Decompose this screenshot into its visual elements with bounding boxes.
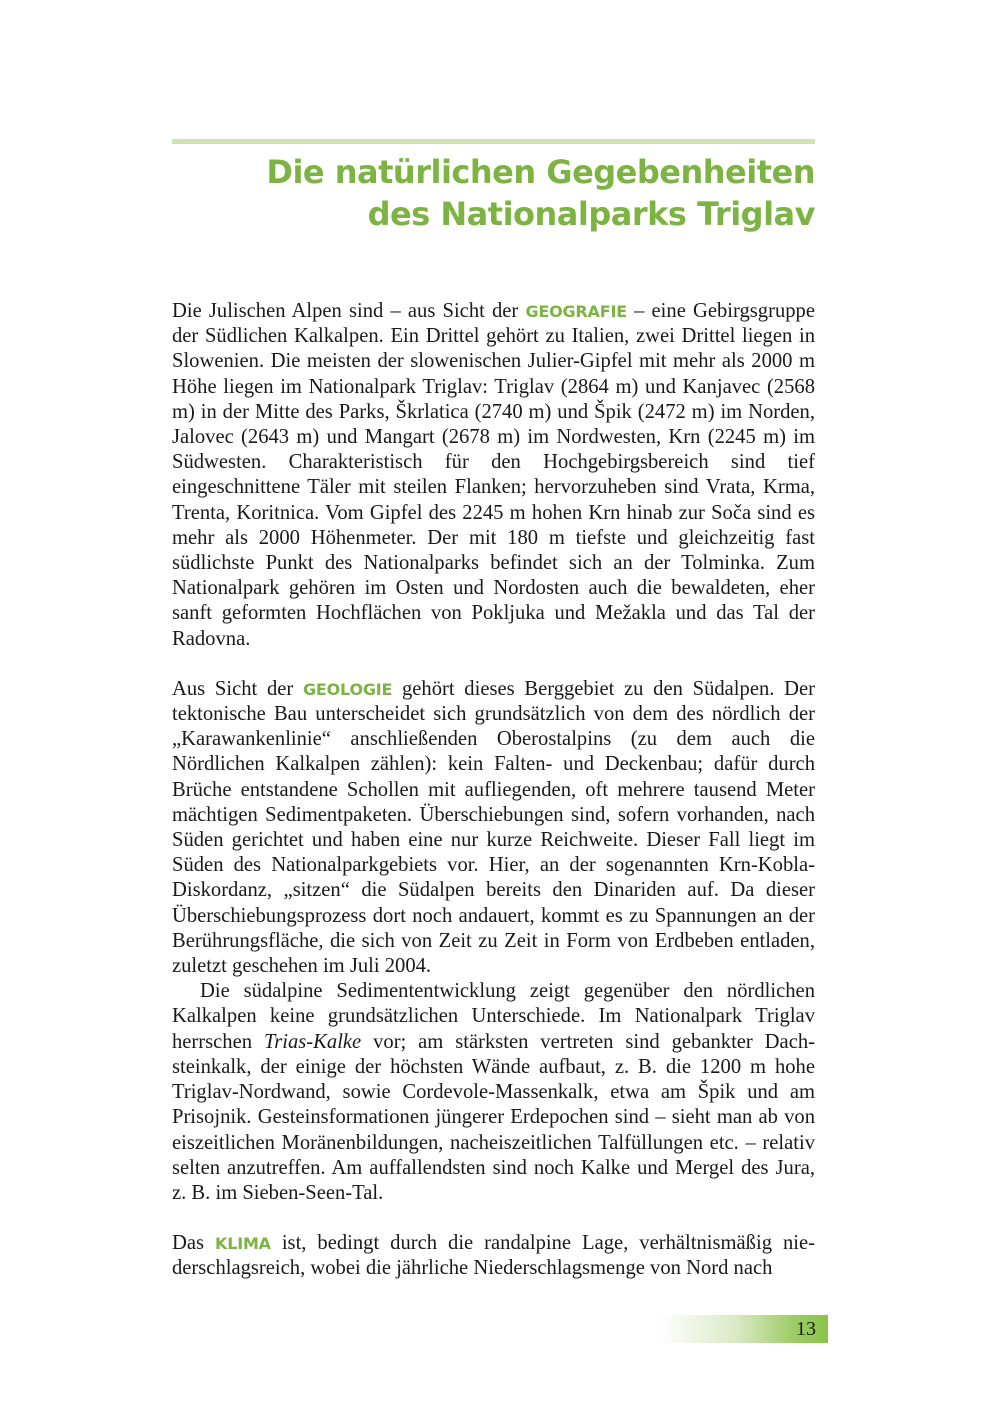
page-number-bar [660, 1315, 828, 1343]
paragraph-text: gehört dieses Berggebiet zu den Südalpen. Der tektonische Bau unterscheidet sich grundsätzlich von dem des nördlich der „Karawankenlinie“ anschließenden Oberostalpins (zu dem auch die Nördlichen Kalkalpen zählen): kein Falten- und Deckenbau; dafür durch Brüche entstandene Schollen mit aufliegenden, oft mehrere tausend Meter mächtigen Sedimentpaketen. Überschiebungen sind, sofern vorhanden, nach Süden gerichtet und haben eine nur kurze Reichweite. Dieser Fall liegt im Süden des Nationalparkgebiets vor. Hier, an der sogenannten Krn-Kobla-Diskordanz, „sitzen“ die Südalpen bereits den Dinariden auf. Da dieser Überschiebungsprozess dort noch andauert, kommt es zu Spannungen an der Berührungsfläche, die sich von Zeit zu Zeit in Form von Erdbeben entladen, zuletzt geschehen im Juli 2004. [172, 677, 815, 978]
paragraph-klima [172, 1231, 815, 1281]
paragraph-text: Das [172, 1232, 215, 1255]
paragraph-text: – eine Gebirgsgruppe der Südlichen Kalkalpen. Ein Drittel gehört zu Italien, zwei Drittel liegen in Slowenien. Die meisten der slowenischen Julier-Gipfel mit mehr als 2000 m Höhe liegen im Nationalpark Triglav: Triglav (2864 m) und Kanjavec (2568 m) in der Mitte des Parks, Škrlatica (2740 m) und Špik (2472 m) im Norden, Jalovec (2643 m) und Mangart (2678 m) im Nordwesten, Krn (2245 m) im Südwesten. Charakteristisch für den Hochgebirgsbereich sind tief eingeschnittene Täler mit steilen Flanken; hervorzuheben sind Vrata, Krma, Trenta, Koritnica. Vom Gipfel des 2245 m hohen Krn hinab zur Soča sind es mehr als 2000 Höhenmeter. Der mit 180 m tiefste und gleichzeitig fast südlichste Punkt des Nationalparks befindet sich an der Tolminka. Zum Nationalpark gehören im Osten und Nordosten auch die bewaldeten, eher sanft geformten Hochflächen von Pokljuka und Mežakla und das Tal der Radovna. [172, 300, 815, 650]
paragraph-sediment [172, 979, 815, 1206]
paragraph-text: ist, bedingt durch die randalpine Lage, verhältnismäßig niederschlagsreich, wobei die jährliche Niederschlagsmenge von Nord nach [172, 1232, 815, 1280]
paragraph-text: Die Julischen Alpen sind – aus Sicht der [172, 300, 526, 322]
keyword-geologie: GEOLOGIE [302, 679, 393, 699]
paragraph-text: Aus Sicht der [172, 677, 303, 700]
keyword-klima: KLIMA [215, 1234, 271, 1254]
title-rule [172, 139, 815, 144]
page-title [172, 151, 815, 235]
page-title-line-1: Die natürlichen Gegebenheiten [266, 153, 815, 191]
paragraph-text: Die südalpine Sedimententwicklung zeigt gegenüber den nördlichen Kalkalpen keine grundsätzlichen Unterschiede. Im Nationalpark Triglav herrschen [172, 980, 815, 1053]
paragraph-geologie [172, 677, 815, 979]
paragraph-text: vor; am stärksten vertreten sind gebankter Dachsteinkalk, der einige der höchsten Wände aufbaut, z. B. die 1200 m hohe Triglav-Nordwand, sowie Cordevole-Massenkalk, etwa am Špik und am Prisojnik. Gesteinsformationen jüngerer Erdepochen sind – sieht man ab von eiszeitlichen Moränenbildungen, nacheiszeitlichen Talfüllungen etc. – relativ selten anzutreffen. Am auffallendsten sind noch Kalke und Mergel des Jura, z. B. im Sieben-Seen-Tal. [172, 1030, 815, 1204]
page-title-line-2: des Nationalparks Triglav [367, 195, 815, 233]
body-text [172, 299, 815, 1282]
paragraph-geografie [172, 299, 815, 652]
page-number: 13 [796, 1318, 816, 1340]
italic-term-trias-kalke: Trias-Kalke [263, 1030, 362, 1053]
keyword-geografie: GEOGRAFIE [525, 302, 627, 321]
